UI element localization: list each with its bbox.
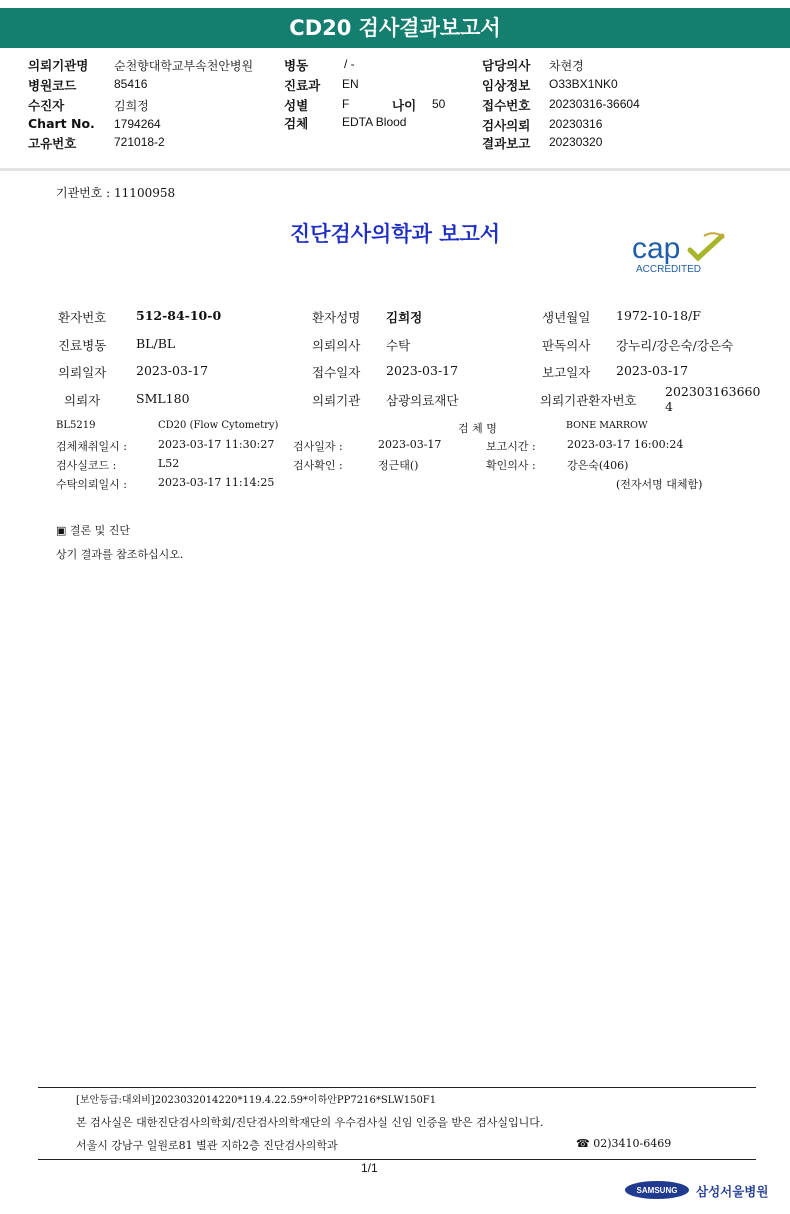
footer-bottom-rule: [38, 1159, 756, 1160]
patient-value: BL/BL: [136, 336, 176, 351]
header-value: 20230320: [549, 135, 603, 149]
header-divider: [0, 168, 790, 171]
security-line: [보안등급:대외비]2023032014220*119.4.22.59*이하안PP7216*SLW150F1: [76, 1095, 437, 1106]
patient-key: 의뢰자: [64, 393, 101, 408]
phone-text: ☎ 02)3410-6469: [576, 1137, 672, 1150]
header-key: 고유번호: [28, 136, 77, 151]
report-title: 진단검사의학과 보고서: [289, 222, 501, 246]
report-time-label: 보고시간 :: [486, 440, 536, 453]
testdate-value: 2023-03-17: [378, 438, 442, 451]
patient-value: 4: [665, 399, 673, 414]
esign-note: (전자서명 대체함): [616, 478, 703, 491]
header-value: 20230316: [549, 117, 603, 131]
patient-key: 의뢰기관환자번호: [540, 393, 637, 408]
conclusion-text: 상기 결과를 참조하십시오.: [56, 548, 184, 561]
patient-key: 환자번호: [58, 310, 107, 325]
header-key: 병원코드: [28, 78, 77, 93]
cap-logo-subtext: ACCREDITED: [636, 264, 702, 275]
patient-key: 의뢰의사: [312, 338, 361, 353]
header-key: 진료과: [284, 78, 321, 93]
header-key: 접수번호: [482, 98, 531, 113]
patient-key: 접수일자: [312, 365, 361, 380]
confirm-label: 검사확인 :: [293, 459, 343, 472]
header-value: O33BX1NK0: [549, 77, 618, 91]
header-value: 50: [432, 97, 446, 111]
request-label: 수탁의뢰일시 :: [56, 478, 127, 491]
confirm-doctor-label: 확인의사 :: [486, 459, 536, 472]
header-value: 85416: [114, 77, 148, 91]
header-key: 성별: [284, 98, 309, 113]
header-key: 검사의뢰: [482, 118, 531, 133]
header-key: 수진자: [28, 98, 65, 113]
specimen-label: 검 체 명: [458, 422, 497, 435]
header-value: 순천향대학교부속천안병원: [114, 59, 254, 73]
header-value: F: [342, 97, 350, 111]
patient-key: 진료병동: [58, 338, 107, 353]
header-key: 결과보고: [482, 136, 531, 151]
header-info-panel: [0, 50, 790, 166]
patient-value: 2023-03-17: [386, 363, 459, 378]
cap-accredited-logo: [630, 228, 730, 276]
certification-text: 본 검사실은 대한진단검사의학회/진단검사의학재단의 우수검사실 신임 인증을 받은 검사실입니다.: [76, 1116, 544, 1129]
header-key: 임상정보: [482, 78, 531, 93]
samsung-logo: [624, 1180, 690, 1200]
test-name: CD20 (Flow Cytometry): [158, 420, 279, 431]
patient-value: 2023-03-17: [616, 363, 689, 378]
header-value: 김희정: [114, 99, 149, 113]
patient-key: 생년월일: [542, 310, 591, 325]
patient-key: 보고일자: [542, 365, 591, 380]
report-header-title: CD20 검사결과보고서: [0, 8, 790, 48]
specimen-value: BONE MARROW: [566, 420, 648, 431]
address-text: 서울시 강남구 일원로81 별관 지하2층 진단검사의학과: [76, 1139, 338, 1152]
request-value: 2023-03-17 11:14:25: [158, 476, 275, 489]
confirm-value: 정근태(): [378, 459, 419, 472]
patient-key: 환자성명: [312, 310, 361, 325]
room-label: 검사실코드 :: [56, 459, 117, 472]
header-value: 721018-2: [114, 135, 165, 149]
patient-value: 202303163660: [665, 384, 761, 399]
patient-key: 의뢰기관: [312, 393, 361, 408]
header-key: 담당의사: [482, 58, 531, 73]
header-value: / -: [344, 57, 355, 71]
footer-top-rule: [38, 1087, 756, 1088]
page-number: 1/1: [361, 1161, 378, 1175]
patient-key: 의뢰일자: [58, 365, 107, 380]
room-value: L52: [158, 457, 180, 470]
header-value: 1794264: [114, 117, 161, 131]
header-key: 병동: [284, 58, 309, 73]
header-key: 나이: [392, 98, 417, 113]
cap-logo-text: cap: [632, 232, 681, 265]
test-code: BL5219: [56, 420, 96, 431]
patient-value: 강누리/강은숙/강은숙: [616, 338, 734, 353]
hospital-logo-text: 삼성서울병원: [696, 1184, 769, 1199]
patient-name: 김희정: [386, 310, 423, 325]
patient-value: 수탁: [386, 338, 411, 353]
header-value: EN: [342, 77, 359, 91]
collect-value: 2023-03-17 11:30:27: [158, 438, 275, 451]
header-key: 검체: [284, 116, 309, 131]
collect-label: 검체채취일시 :: [56, 440, 127, 453]
report-time-value: 2023-03-17 16:00:24: [567, 438, 684, 451]
header-value: 차현경: [549, 59, 584, 73]
patient-birthdate: 1972-10-18/F: [616, 308, 701, 323]
patient-value: 삼광의료재단: [386, 393, 459, 408]
header-value: 20230316-36604: [549, 97, 640, 111]
conclusion-title: ▣ 결론 및 진단: [56, 524, 131, 537]
patient-value: SML180: [136, 391, 190, 406]
samsung-logo-text: SAMSUNG: [636, 1186, 678, 1195]
patient-key: 판독의사: [542, 338, 591, 353]
header-key: Chart No.: [28, 116, 95, 131]
header-key: 의뢰기관명: [28, 58, 89, 73]
header-value: EDTA Blood: [342, 115, 407, 129]
patient-value: 2023-03-17: [136, 363, 209, 378]
testdate-label: 검사일자 :: [293, 440, 343, 453]
confirm-doctor-value: 강은숙(406): [567, 459, 629, 472]
patient-number: 512-84-10-0: [136, 308, 222, 323]
institution-number: 기관번호 : 11100958: [56, 186, 176, 200]
